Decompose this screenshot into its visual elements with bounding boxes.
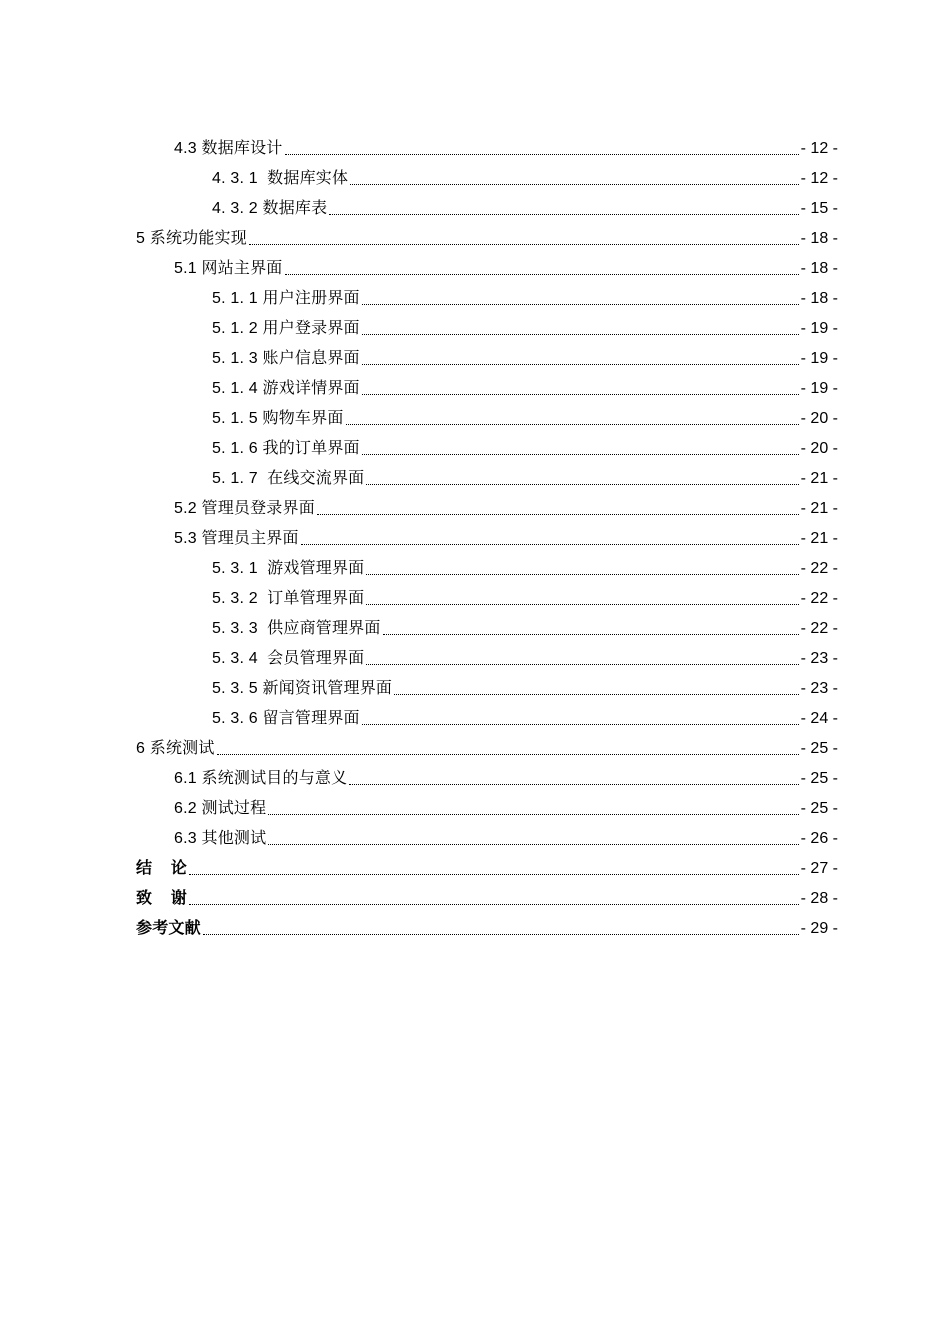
- toc-entry-page-number: - 18 -: [800, 230, 838, 247]
- toc-dot-leader: [362, 453, 799, 455]
- toc-entry[interactable]: [136, 284, 838, 314]
- toc-entry-page-number: - 22 -: [800, 590, 838, 607]
- toc-dot-leader: [362, 303, 799, 305]
- toc-entry-title: 5. 1. 4 游戏详情界面: [212, 380, 360, 397]
- toc-entry[interactable]: [136, 674, 838, 704]
- toc-entry[interactable]: [136, 824, 838, 854]
- toc-entry[interactable]: [136, 314, 838, 344]
- toc-entry-page-number: - 22 -: [800, 560, 838, 577]
- toc-entry-title: 4.3 数据库设计: [174, 140, 283, 157]
- toc-entry[interactable]: [136, 914, 838, 944]
- toc-entry-page-number: - 24 -: [800, 710, 838, 727]
- toc-dot-leader: [346, 423, 799, 425]
- toc-entry-page-number: - 25 -: [800, 800, 838, 817]
- toc-entry[interactable]: [136, 224, 838, 254]
- toc-entry[interactable]: [136, 164, 838, 194]
- toc-entry-page-number: - 23 -: [800, 680, 838, 697]
- toc-dot-leader: [350, 183, 798, 185]
- toc-entry-title: 5. 1. 3 账户信息界面: [212, 350, 360, 367]
- toc-dot-leader: [366, 573, 798, 575]
- toc-dot-leader: [362, 723, 799, 725]
- toc-entry-title: 5.1 网站主界面: [174, 260, 283, 277]
- toc-entry-title: 致 谢: [136, 890, 187, 907]
- toc-dot-leader: [349, 783, 798, 785]
- toc-entry[interactable]: [136, 854, 838, 884]
- toc-entry-title: 4. 3. 2 数据库表: [212, 200, 328, 217]
- toc-entry[interactable]: [136, 794, 838, 824]
- toc-entry-page-number: - 12 -: [800, 170, 838, 187]
- toc-entry[interactable]: [136, 614, 838, 644]
- toc-entry-page-number: - 19 -: [800, 350, 838, 367]
- toc-entry-title: 5. 3. 5 新闻资讯管理界面: [212, 680, 393, 697]
- toc-entry-page-number: - 19 -: [800, 380, 838, 397]
- table-of-contents: [136, 134, 838, 944]
- toc-dot-leader: [383, 633, 799, 635]
- toc-entry-title: 5. 3. 6 留言管理界面: [212, 710, 360, 727]
- toc-entry-page-number: - 18 -: [800, 260, 838, 277]
- toc-dot-leader: [366, 663, 798, 665]
- toc-dot-leader: [249, 243, 799, 245]
- toc-dot-leader: [329, 213, 798, 215]
- toc-entry-title: 5. 3. 4 会员管理界面: [212, 650, 365, 667]
- toc-entry-title: 5. 1. 1 用户注册界面: [212, 290, 360, 307]
- toc-entry-title: 5.3 管理员主界面: [174, 530, 299, 547]
- toc-entry-title: 6.1 系统测试目的与意义: [174, 770, 348, 787]
- toc-entry[interactable]: [136, 464, 838, 494]
- toc-entry[interactable]: [136, 584, 838, 614]
- toc-entry-title: 5. 1. 2 用户登录界面: [212, 320, 360, 337]
- toc-dot-leader: [203, 933, 799, 935]
- toc-entry[interactable]: [136, 644, 838, 674]
- toc-entry[interactable]: [136, 554, 838, 584]
- toc-entry-title: 6.3 其他测试: [174, 830, 267, 847]
- toc-dot-leader: [268, 813, 798, 815]
- toc-entry-page-number: - 19 -: [800, 320, 838, 337]
- toc-entry-title: 5. 3. 1 游戏管理界面: [212, 560, 365, 577]
- toc-entry-title: 5. 3. 3 供应商管理界面: [212, 620, 381, 637]
- toc-entry[interactable]: [136, 404, 838, 434]
- toc-dot-leader: [285, 153, 799, 155]
- toc-entry-page-number: - 21 -: [800, 530, 838, 547]
- toc-entry-title: 参考文献: [136, 920, 201, 937]
- toc-entry[interactable]: [136, 374, 838, 404]
- toc-entry[interactable]: [136, 884, 838, 914]
- toc-entry-page-number: - 18 -: [800, 290, 838, 307]
- toc-dot-leader: [317, 513, 799, 515]
- toc-entry-page-number: - 29 -: [800, 920, 838, 937]
- toc-entry[interactable]: [136, 764, 838, 794]
- toc-dot-leader: [394, 693, 799, 695]
- toc-entry-page-number: - 20 -: [800, 440, 838, 457]
- toc-entry-page-number: - 22 -: [800, 620, 838, 637]
- toc-entry-title: 5.2 管理员登录界面: [174, 500, 315, 517]
- toc-entry-title: 5. 1. 7 在线交流界面: [212, 470, 365, 487]
- toc-dot-leader: [268, 843, 798, 845]
- toc-dot-leader: [362, 393, 799, 395]
- toc-entry-page-number: - 25 -: [800, 770, 838, 787]
- toc-dot-leader: [366, 483, 798, 485]
- toc-entry-page-number: - 21 -: [800, 470, 838, 487]
- toc-entry[interactable]: [136, 134, 838, 164]
- toc-entry-page-number: - 23 -: [800, 650, 838, 667]
- toc-entry[interactable]: [136, 494, 838, 524]
- toc-entry[interactable]: [136, 734, 838, 764]
- toc-entry-page-number: - 27 -: [800, 860, 838, 877]
- toc-entry-title: 4. 3. 1 数据库实体: [212, 170, 349, 187]
- toc-entry[interactable]: [136, 704, 838, 734]
- toc-dot-leader: [285, 273, 799, 275]
- toc-dot-leader: [189, 903, 799, 905]
- toc-entry-title: 6 系统测试: [136, 740, 215, 757]
- toc-entry-page-number: - 15 -: [800, 200, 838, 217]
- toc-entry-page-number: - 12 -: [800, 140, 838, 157]
- toc-dot-leader: [362, 363, 799, 365]
- toc-entry[interactable]: [136, 254, 838, 284]
- toc-entry-page-number: - 21 -: [800, 500, 838, 517]
- toc-entry-title: 5. 1. 6 我的订单界面: [212, 440, 360, 457]
- toc-entry-title: 5 系统功能实现: [136, 230, 247, 247]
- toc-dot-leader: [366, 603, 798, 605]
- toc-entry-title: 6.2 测试过程: [174, 800, 267, 817]
- toc-entry-page-number: - 20 -: [800, 410, 838, 427]
- toc-entry[interactable]: [136, 344, 838, 374]
- toc-dot-leader: [301, 543, 799, 545]
- toc-entry-page-number: - 25 -: [800, 740, 838, 757]
- toc-entry[interactable]: [136, 524, 838, 554]
- toc-entry[interactable]: [136, 434, 838, 464]
- toc-dot-leader: [189, 873, 799, 875]
- toc-entry-page-number: - 28 -: [800, 890, 838, 907]
- toc-entry-title: 5. 1. 5 购物车界面: [212, 410, 344, 427]
- toc-entry-title: 结 论: [136, 860, 187, 877]
- toc-dot-leader: [217, 753, 799, 755]
- toc-entry-page-number: - 26 -: [800, 830, 838, 847]
- toc-entry-title: 5. 3. 2 订单管理界面: [212, 590, 365, 607]
- toc-dot-leader: [362, 333, 799, 335]
- toc-entry[interactable]: [136, 194, 838, 224]
